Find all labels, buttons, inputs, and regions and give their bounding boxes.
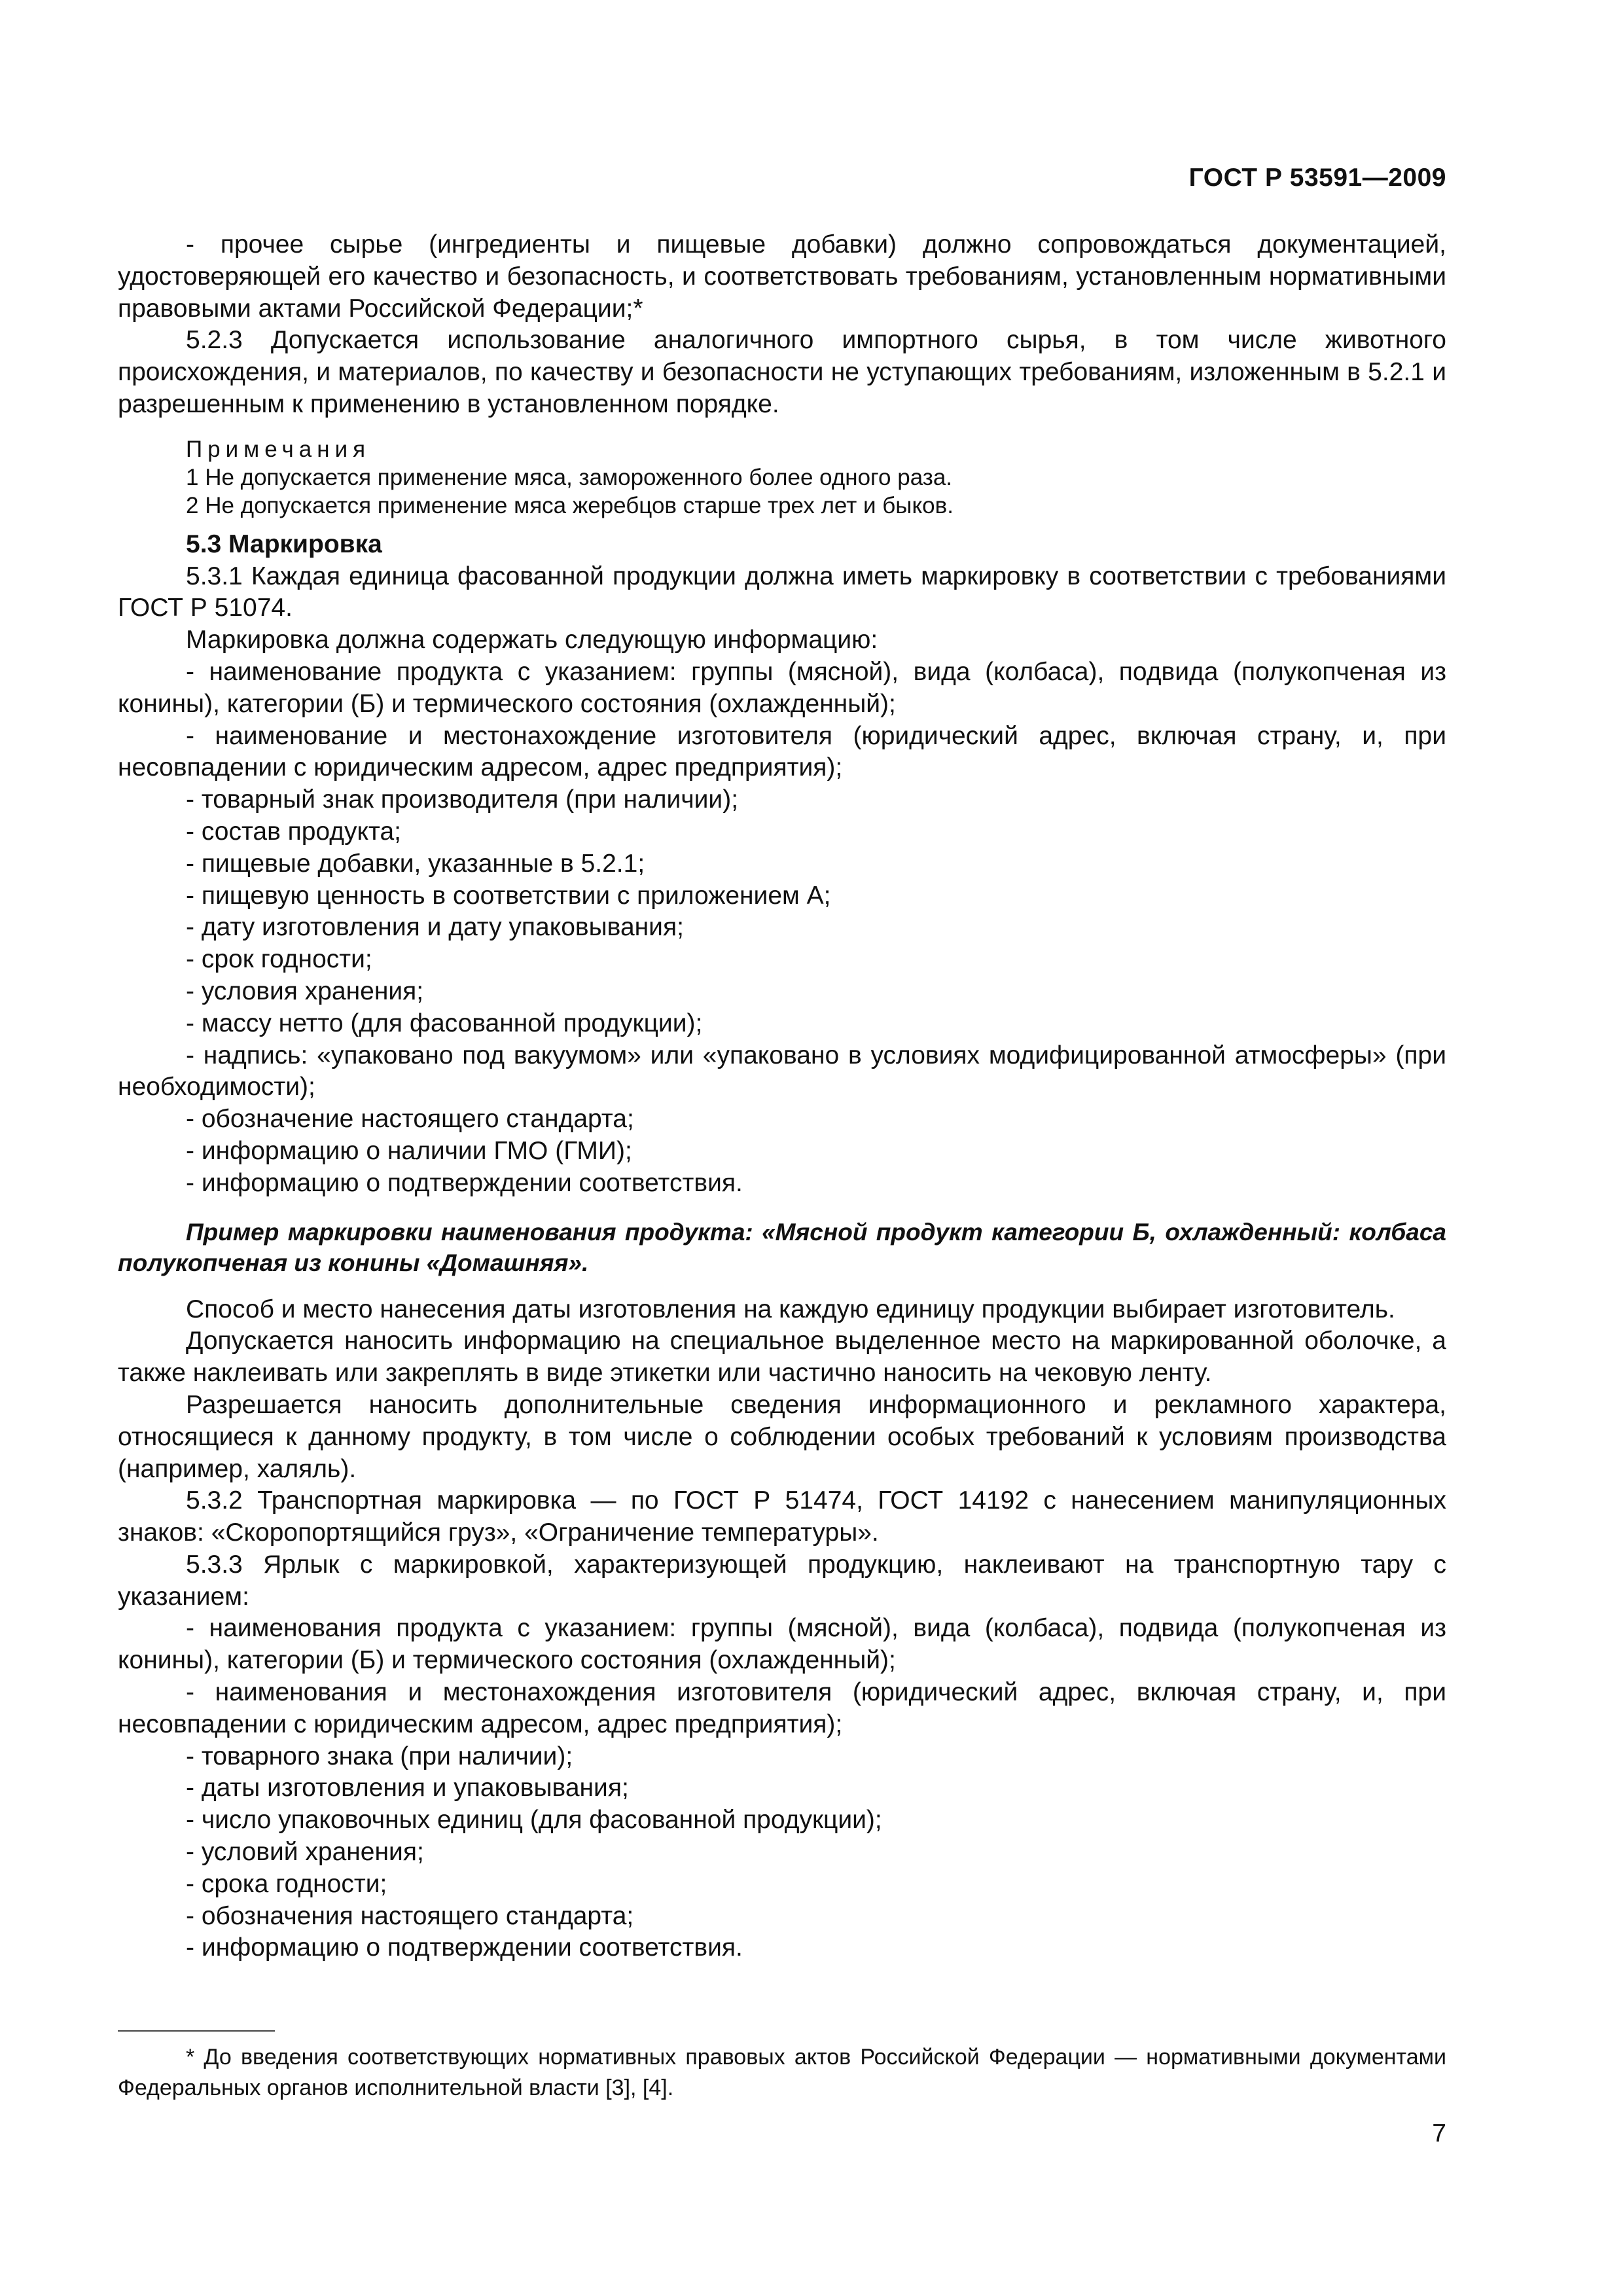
- paragraph-raw-materials: - прочее сырье (ингредиенты и пищевые добавки) должно сопровождаться документацией, удостоверяющей его качество и безопасность, и соответствовать требованиям, установленным нормативными правовыми актами Российской Федерации;*: [118, 230, 1446, 323]
- footnote-divider: [118, 2030, 275, 2032]
- list-item: - пищевые добавки, указанные в 5.2.1;: [186, 849, 645, 878]
- list-item: - товарный знак производителя (при наличии);: [186, 785, 739, 814]
- list-item: - обозначение настоящего стандарта;: [186, 1105, 634, 1134]
- list-item: - информацию о подтверждении соответствия.: [186, 1168, 743, 1197]
- notes-block: [118, 435, 1446, 520]
- transport-label-list: [118, 1613, 1446, 1964]
- list-item: - пищевую ценность в соответствии с приложением А;: [186, 881, 831, 910]
- note-item: 1 Не допускается применение мяса, замороженного более одного раза.: [186, 464, 953, 490]
- paragraph-label-placement: Допускается наносить информацию на специальное выделенное место на маркированной оболочке, а также наклеивать или закреплять в виде этикетки или частично наносить на чековую ленту.: [118, 1327, 1446, 1388]
- document-id-header: ГОСТ Р 53591—2009: [1188, 164, 1446, 192]
- list-item: - условия хранения;: [186, 977, 424, 1005]
- page-body: [118, 229, 1446, 1964]
- page-number: 7: [1432, 2119, 1446, 2147]
- paragraph-5-3-1: 5.3.1 Каждая единица фасованной продукции должна иметь маркировку в соответствии с требованиями ГОСТ Р 51074.: [118, 562, 1446, 622]
- note-item: 2 Не допускается применение мяса жеребцов старше трех лет и быков.: [186, 492, 954, 518]
- list-item: - условий хранения;: [186, 1838, 424, 1867]
- notes-title: Примечания: [186, 436, 371, 462]
- paragraph-additional-info: Разрешается наносить дополнительные сведения информационного и рекламного характера, относящиеся к данному продукту, в том числе о соблюдении особых требований к условиям производства (например, халяль).: [118, 1390, 1446, 1483]
- list-item: - число упаковочных единиц (для фасованной продукции);: [186, 1806, 882, 1835]
- list-item: - наименование и местонахождение изготовителя (юридический адрес, включая страну, и, при несовпадении с юридическим адресом, адрес предприятия);: [118, 721, 1446, 782]
- list-item: - наименования и местонахождения изготовителя (юридический адрес, включая страну, и, при несовпадении с юридическим адресом, адрес предприятия);: [118, 1678, 1446, 1738]
- list-item: - массу нетто (для фасованной продукции);: [186, 1009, 703, 1037]
- list-item: - обозначения настоящего стандарта;: [186, 1901, 634, 1930]
- list-item: - наименования продукта с указанием: группы (мясной), вида (колбаса), подвида (полукопченая из конины), категории (Б) и термического состояния (охлажденный);: [118, 1614, 1446, 1675]
- list-item: - состав продукта;: [186, 817, 401, 846]
- example-marking: Пример маркировки наименования продукта: «Мясной продукт категории Б, охлажденный: колбаса полукопченая из конины «Домашняя».: [118, 1218, 1446, 1276]
- paragraph-5-3-2: 5.3.2 Транспортная маркировка — по ГОСТ Р 51474, ГОСТ 14192 с нанесением манипуляционных знаков: «Скоропортящийся груз», «Ограничение температуры».: [118, 1486, 1446, 1547]
- list-item: - информацию о наличии ГМО (ГМИ);: [186, 1136, 632, 1165]
- list-intro: Маркировка должна содержать следующую информацию:: [186, 626, 878, 655]
- list-item: - дату изготовления и дату упаковывания;: [186, 913, 684, 942]
- footnote: * До введения соответствующих нормативных правовых актов Российской Федерации — нормативными документами Федеральных органов исполнительной власти [3], [4].: [118, 2045, 1446, 2100]
- paragraph-5-3-3: 5.3.3 Ярлык с маркировкой, характеризующей продукцию, наклеивают на транспортную тару с указанием:: [118, 1550, 1446, 1611]
- list-item: - надпись: «упаковано под вакуумом» или «упаковано в условиях модифицированной атмосферы» (при необходимости);: [118, 1041, 1446, 1102]
- paragraph-date-method: Способ и место нанесения даты изготовления на каждую единицу продукции выбирает изготовитель.: [186, 1295, 1395, 1323]
- list-item: - срок годности;: [186, 945, 372, 974]
- list-item: - товарного знака (при наличии);: [186, 1742, 573, 1770]
- list-item: - срока годности;: [186, 1869, 387, 1898]
- list-item: - даты изготовления и упаковывания;: [186, 1774, 629, 1803]
- paragraph-5-2-3: 5.2.3 Допускается использование аналогичного импортного сырья, в том числе животного происхождения, и материалов, по качеству и безопасности не уступающих требованиям, изложенным в 5.2.1 и разрешенным к применению в установленном порядке.: [118, 326, 1446, 418]
- section-heading-5-3: 5.3 Маркировка: [186, 529, 382, 558]
- list-item: - информацию о подтверждении соответствия.: [186, 1933, 743, 1962]
- marking-list: [118, 656, 1446, 1200]
- list-item: - наименование продукта с указанием: группы (мясной), вида (колбаса), подвида (полукопченая из конины), категории (Б) и термического состояния (охлажденный);: [118, 657, 1446, 718]
